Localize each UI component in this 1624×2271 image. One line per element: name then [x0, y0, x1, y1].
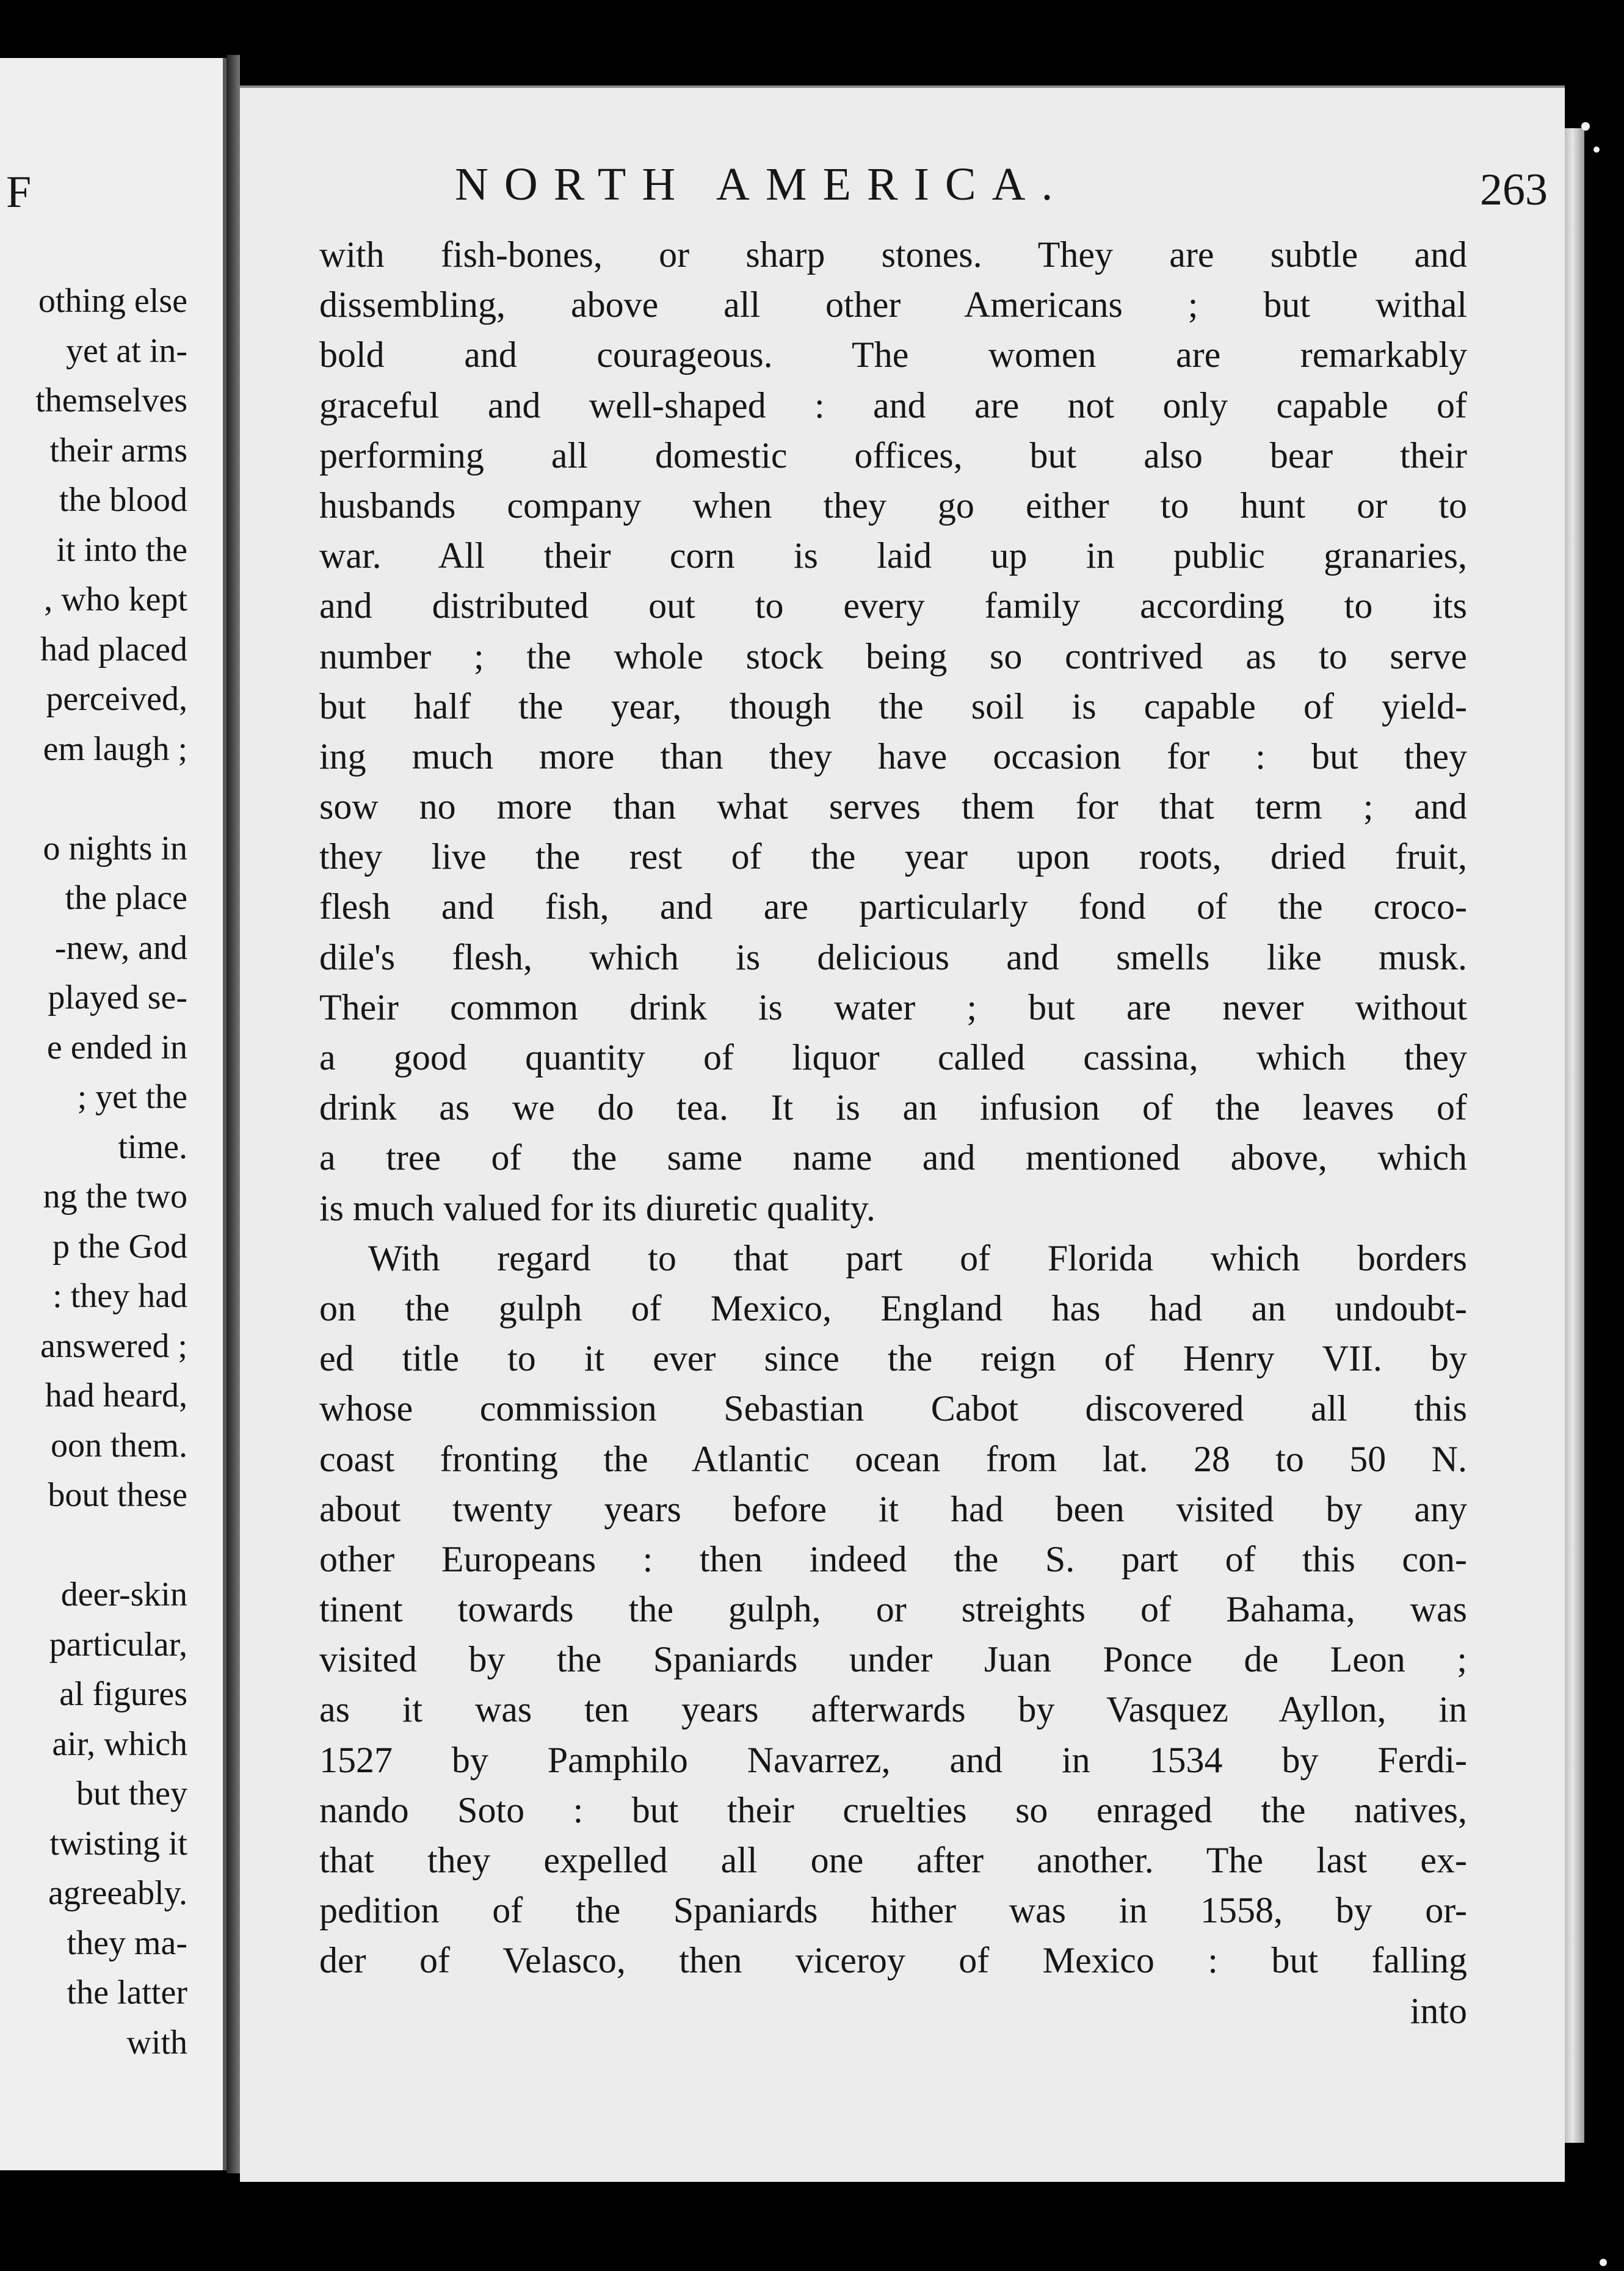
- speck: [1581, 122, 1590, 131]
- book-gutter: [227, 55, 240, 2173]
- text-line: sow no more than what serves them for that term ; and: [319, 786, 1467, 827]
- text-line: nando Soto : but their cruelties so enraged the natives,: [319, 1789, 1467, 1830]
- text-line: Their common drink is water ; but are never without: [319, 987, 1467, 1027]
- speck: [1600, 2259, 1607, 2266]
- text-line: 1527 by Pamphilo Navarrez, and in 1534 by Ferdi-: [319, 1739, 1467, 1780]
- catchword: into: [1410, 1990, 1467, 2031]
- text-line: is much valued for its diuretic quality.: [319, 1187, 875, 1228]
- text-line: dissembling, above all other Americans ; but withal: [319, 284, 1467, 325]
- left-line: had placed: [40, 630, 187, 668]
- text-line: drink as we do tea. It is an infusion of the leaves of: [319, 1087, 1467, 1128]
- left-line: agreeably.: [48, 1874, 187, 1912]
- text-line: a good quantity of liquor called cassina, which they: [319, 1037, 1467, 1078]
- text-line: that they expelled all one after another. The last ex-: [319, 1840, 1467, 1880]
- text-line: war. All their corn is laid up in public granaries,: [319, 535, 1467, 576]
- left-line: yet at in-: [65, 331, 187, 370]
- left-line: e ended in: [46, 1028, 187, 1067]
- left-page-text: [0, 277, 187, 2068]
- left-line: the place: [65, 879, 187, 917]
- left-line: played se-: [48, 979, 187, 1016]
- left-line: ; yet the: [77, 1078, 187, 1116]
- text-line: and distributed out to every family according to its: [319, 585, 1467, 626]
- left-line: the latter: [67, 1974, 187, 2012]
- left-line: [0, 1521, 187, 1571]
- text-line: as it was ten years afterwards by Vasquez Ayllon, in: [319, 1689, 1467, 1730]
- left-line: -new, and: [54, 929, 187, 967]
- text-line: a tree of the same name and mentioned above, which: [319, 1137, 1467, 1178]
- left-line: p the God: [53, 1227, 187, 1266]
- left-line: had heard,: [45, 1377, 187, 1414]
- text-line: husbands company when they go either to hunt or to: [319, 485, 1467, 526]
- left-line: : they had: [53, 1277, 187, 1315]
- left-line: answered ;: [40, 1327, 187, 1365]
- page-edge-stack: [1565, 128, 1584, 2143]
- previous-page: [0, 58, 227, 2170]
- left-line: ng the two: [43, 1178, 187, 1215]
- running-title: NORTH AMERICA.: [455, 159, 1069, 210]
- left-line: themselves: [35, 382, 187, 419]
- text-line: other Europeans : then indeed the S. part of this con-: [319, 1538, 1467, 1579]
- left-line: em laugh ;: [43, 730, 187, 768]
- left-running-head: F: [6, 167, 34, 217]
- text-line: with fish-bones, or sharp stones. They are subtle and: [319, 234, 1467, 275]
- left-line: al figures: [59, 1675, 187, 1713]
- text-line: der of Velasco, then viceroy of Mexico : but falling: [319, 1940, 1467, 1981]
- text-line: ing much more than they have occasion for : but they: [319, 736, 1467, 777]
- left-line: oon them.: [51, 1426, 187, 1465]
- left-line: their arms: [49, 431, 187, 469]
- text-line: tinent towards the gulph, or streights of Bahama, was: [319, 1589, 1467, 1630]
- left-line: but they: [76, 1775, 187, 1813]
- text-line: graceful and well-shaped : and are not only capable of: [319, 385, 1467, 426]
- left-line: the blood: [59, 481, 187, 519]
- text-line: but half the year, though the soil is capable of yield-: [319, 686, 1467, 726]
- text-line: visited by the Spaniards under Juan Ponce de Leon ;: [319, 1639, 1467, 1680]
- left-line: , who kept: [44, 581, 187, 618]
- page-body-text: [319, 230, 1467, 2036]
- left-line: with: [126, 2023, 187, 2062]
- left-line: othing else: [38, 282, 187, 320]
- text-line: number ; the whole stock being so contrived as to serve: [319, 636, 1467, 676]
- left-line: [0, 774, 187, 824]
- paragraph-first-line: With regard to that part of Florida which borders: [368, 1237, 1467, 1278]
- speck: [1593, 147, 1600, 153]
- left-line: they ma-: [67, 1924, 187, 1962]
- left-line: time.: [118, 1128, 187, 1166]
- text-line: performing all domestic offices, but also bear their: [319, 435, 1467, 476]
- left-line: o nights in: [43, 829, 187, 867]
- page-number: 263: [1480, 165, 1548, 215]
- left-line: deer-skin: [60, 1576, 187, 1614]
- left-line: it into the: [56, 531, 187, 569]
- left-line: perceived,: [46, 680, 187, 718]
- text-line: dile's flesh, which is delicious and smells like musk.: [319, 936, 1467, 977]
- left-line: twisting it: [49, 1824, 187, 1863]
- text-line: about twenty years before it had been visited by any: [319, 1488, 1467, 1529]
- left-line: air, which: [52, 1725, 187, 1763]
- text-line: they live the rest of the year upon roots, dried fruit,: [319, 836, 1467, 877]
- text-line: flesh and fish, and are particularly fond of the croco-: [319, 886, 1467, 927]
- left-line: particular,: [49, 1625, 187, 1664]
- text-line: ed title to it ever since the reign of Henry VII. by: [319, 1338, 1467, 1379]
- current-page: [240, 85, 1565, 2182]
- left-line: bout these: [48, 1476, 187, 1514]
- text-line: bold and courageous. The women are remarkably: [319, 335, 1467, 375]
- text-line: pedition of the Spaniards hither was in 1558, by or-: [319, 1890, 1467, 1931]
- text-line: coast fronting the Atlantic ocean from lat. 28 to 50 N.: [319, 1438, 1467, 1479]
- text-line: whose commission Sebastian Cabot discovered all this: [319, 1388, 1467, 1429]
- text-line: on the gulph of Mexico, England has had an undoubt-: [319, 1288, 1467, 1328]
- page-header: [455, 158, 1548, 225]
